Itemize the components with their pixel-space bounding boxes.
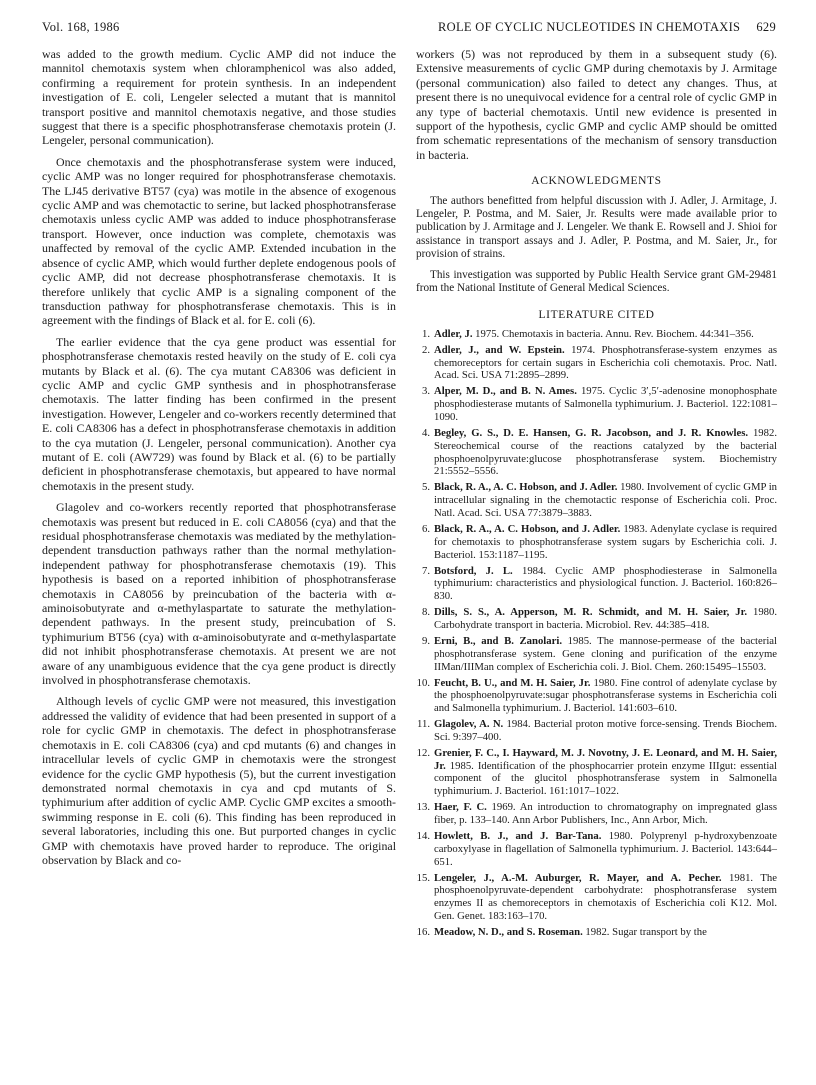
reference-item: 14. Howlett, B. J., and J. Bar-Tana. 1980. Polyprenyl p-hydroxybenzoate carboxylyase in flagellation of Salmonella typhimurium. J. Bacteriol. 143:644–651. (416, 830, 777, 868)
running-title: ROLE OF CYCLIC NUCLEOTIDES IN CHEMOTAXIS (438, 20, 741, 34)
reference-item: 16. Meadow, N. D., and S. Roseman. 1982. Sugar transport by the (416, 925, 707, 938)
reference-item: 12. Grenier, F. C., I. Hayward, M. J. Novotny, J. E. Leonard, and M. H. Saier, Jr. 1985. Identification of the phosphocarrier protein enzyme IIIgut: essential component of the glucitol phosphotransferase system in Salmonella typhimurium. J. Bacteriol. 161:1017–1022. (416, 746, 777, 798)
reference-item: 13. Haer, F. C. 1969. An introduction to chromatography on impregnated glass fiber, p. 133–140. Ann Arbor Publishers, Inc., Ann Arbor, Mich. (416, 801, 778, 827)
reference-item: 7. Botsford, J. L. 1984. Cyclic AMP phosphodiesterase in Salmonella typhimurium: characteristics and physiological function. J. Bacteriol. 160:826–830. (421, 564, 777, 603)
volume-year: Vol. 168, 1986 (42, 20, 120, 34)
paragraph: Glagolev and co-workers recently reported that phosphotransferase chemotaxis was present but reduced in E. coli CA8056 (cya) and that the residual phosphotransferase chemotaxis was mediated by the methylation-dependent transduction pathways rather than the normal methylation-independent pathway for phosphotransferase chemotaxis (19). This hypothesis is based on a reported inhibition of phosphotransferase chemotaxis in CA8056 by preincubation of the bacteria with α-aminoisobutyrate and α-methylaspartate to saturate the methylation-dependent pathways. In the present study, preincubation of S. typhimurium BT56 (cya) with α-aminoisobutyrate and α-methylaspartate did not inhibit phosphotransferase chemotaxis. At present we are not aware of any unambiguous evidence that the cya gene product is directly involved in phosphotransferase chemotaxis. (42, 500, 396, 688)
reference-item: 1. Adler, J. 1975. Chemotaxis in bacteria. Annu. Rev. Biochem. 44:341–356. (421, 327, 754, 340)
page-number: 629 (756, 20, 776, 34)
acknowledgments-section (416, 195, 777, 296)
right-column (416, 47, 777, 942)
paragraph: was added to the growth medium. Cyclic AMP did not induce the mannitol chemotaxis system when chloramphenicol was also added, confirming a requirement for protein synthesis. In an independent investigation of E. coli, Lengeler selected a mutant that is mannitol transport positive and mannitol chemotaxis negative, and those studies suggest that there is a specific phosphotransferase chemotaxis protein (J. Lengeler, personal communication). (42, 47, 396, 148)
paragraph: Although levels of cyclic GMP were not measured, this investigation addressed the validity of evidence that had been presented in support of a role for cyclic GMP in chemotaxis. The defect in phosphotransferase chemotaxis in E. coli CA8306 (cya) and cpd mutants (6) and changes in intracellular levels of cyclic GMP in chemotaxis were the strongest evidence for the cyclic GMP hypothesis (5), but the current investigation demonstrated normal chemotaxis in cya and cpd mutants of S. typhimurium after addition of cyclic AMP. Cyclic GMP excites a smooth-swimming response in E. coli (6). This finding has been reproduced in several laboratories, including this one. But purported changes in cyclic GMP with chemotaxis have proved harder to reproduce. The original observation by Black and co- (42, 694, 396, 867)
reference-item: 4. Begley, G. S., D. E. Hansen, G. R. Jacobson, and J. R. Knowles. 1982. Stereochemical course of the reactions catalyzed by the bacterial phosphoenolpyruvate:glucose phosphotransferase system. Biochemistry 21:5552–5556. (421, 427, 777, 478)
reference-item: 6. Black, R. A., A. C. Hobson, and J. Adler. 1983. Adenylate cyclase is required for chemotaxis to phosphotransferase system sugars by Escherichia coli. J. Bacteriol. 153:1187–1195. (421, 523, 777, 561)
acknowledgments-heading: ACKNOWLEDGMENTS (531, 175, 662, 188)
reference-item: 11. Glagolev, A. N. 1984. Bacterial proton motive force-sensing. Trends Biochem. Sci. 9:397–400. (417, 718, 777, 743)
reference-item: 8. Dills, S. S., A. Apperson, M. R. Schmidt, and M. H. Saier, Jr. 1980. Carbohydrate transport in bacteria. Microbiol. Rev. 44:385–418. (421, 606, 778, 631)
reference-item: 5. Black, R. A., A. C. Hobson, and J. Adler. 1980. Involvement of cyclic GMP in intracellular signaling in the chemotactic response of Escherichia coli. Proc. Natl. Acad. Sci. USA 77:3879–3883. (421, 481, 778, 520)
acknowledgments-paragraph: This investigation was supported by Public Health Service grant GM-29481 from the National Institute of General Medical Sciences. (416, 268, 777, 295)
paragraph: workers (5) was not reproduced by them in a subsequent study (6). Extensive measurements of cyclic GMP during chemotaxis by J. Armitage (personal communication) also failed to detect any changes. Thus, at present there is no unequivocal evidence for a central role of cyclic GMP in any type of bacterial chemotaxis. Until new evidence is presented in support of the hypothesis, cyclic GMP and cyclic AMP should be omitted from schematic representations of the mechanism of sensory transduction in bacteria. (416, 47, 777, 162)
acknowledgments-paragraph: The authors benefitted from helpful discussion with J. Adler, J. Armitage, J. Lengeler, P. Postma, and M. Saier, Jr. Results were made available prior to publication by J. Armitage and J. Lengeler. We thank E. Rowsell and J. Shioi for assistance in transport assays and J. Adler, P. Postma, and M. Saier, Jr., for provision of strains. (416, 194, 777, 261)
reference-item: 15. Lengeler, J., A.-M. Auburger, R. Mayer, and A. Pecher. 1981. The phosphoenolpyruvate-dependent carbohydrate: phosphotransferase system enzymes II as chemoreceptors in chemotaxis of Escherichia coli K12. Mol. Gen. Genet. 183:163–170. (416, 871, 777, 922)
left-column (42, 47, 396, 874)
reference-item: 10. Feucht, B. U., and M. H. Saier, Jr. 1980. Fine control of adenylate cyclase by the phosphoenolpyruvate:sugar phosphotransferase systems in Escherichia coli and Salmonella typhimurium. J. Bacteriol. 141:603–610. (416, 676, 778, 715)
paragraph: The earlier evidence that the cya gene product was essential for phosphotransferase chemotaxis rested heavily on the study of E. coli cya mutants by Black et al. (6). The cya mutant CA8306 was deficient in cyclic AMP and cyclic GMP synthesis and in phosphotransferase chemotaxis. The latter finding has been confirmed in the present investigation. However, Lengeler and co-workers recently determined that E. coli CA8306 has a defect in phosphotransferase chemotaxis in addition to the cya mutation (J. Lengeler, personal communication). Another cya mutant of E. coli (AW729) was found by Black et al. (6) to be partially deficient in phosphotransferase chemotaxis, but appeared to have normal chemotaxis in the present study. (42, 334, 396, 493)
paragraph: Once chemotaxis and the phosphotransferase system were induced, cyclic AMP was no longer required for phosphotransferase chemotaxis. The LJ45 derivative BT57 (cya) was motile in the absence of exogenous cyclic AMP and was chemotactic to serine, but lacked phosphotransferase chemotaxis unless cyclic AMP was added to induce phosphotransferase transport. However, once induction was complete, chemotaxis was unaffected by removal of the cyclic AMP. Extended incubation in the absence of cyclic AMP, which would further deplete endogenous pools of cyclic AMP, did not decrease phosphotransferase chemotaxis. It is therefore unlikely that cyclic AMP is a signaling component of the transduction pathway for phosphotransferase chemotaxis. This is in agreement with the findings of Black et al. for E. coli (6). (42, 154, 396, 328)
reference-item: 2. Adler, J., and W. Epstein. 1974. Phosphotransferase-system enzymes as chemoreceptors for certain sugars in Escherichia coli chemotaxis. Proc. Natl. Acad. Sci. USA 71:2895–2899. (421, 343, 778, 382)
running-header (42, 20, 776, 40)
reference-list (416, 328, 777, 939)
reference-item: 9. Erni, B., and B. Zanolari. 1985. The mannose-permease of the bacterial phosphotransferase system. Gene cloning and purification of the enzyme IIMan/IIIMan complex of Escherichia coli. J. Biol. Chem. 260:15495–15503. (421, 634, 778, 673)
literature-cited-heading: LITERATURE CITED (538, 308, 655, 321)
reference-item: 3. Alper, M. D., and B. N. Ames. 1975. Cyclic 3′,5′-adenosine monophosphate phosphodiesterase mutants of Salmonella typhimurium. J. Bacteriol. 122:1081–1090. (421, 385, 778, 424)
